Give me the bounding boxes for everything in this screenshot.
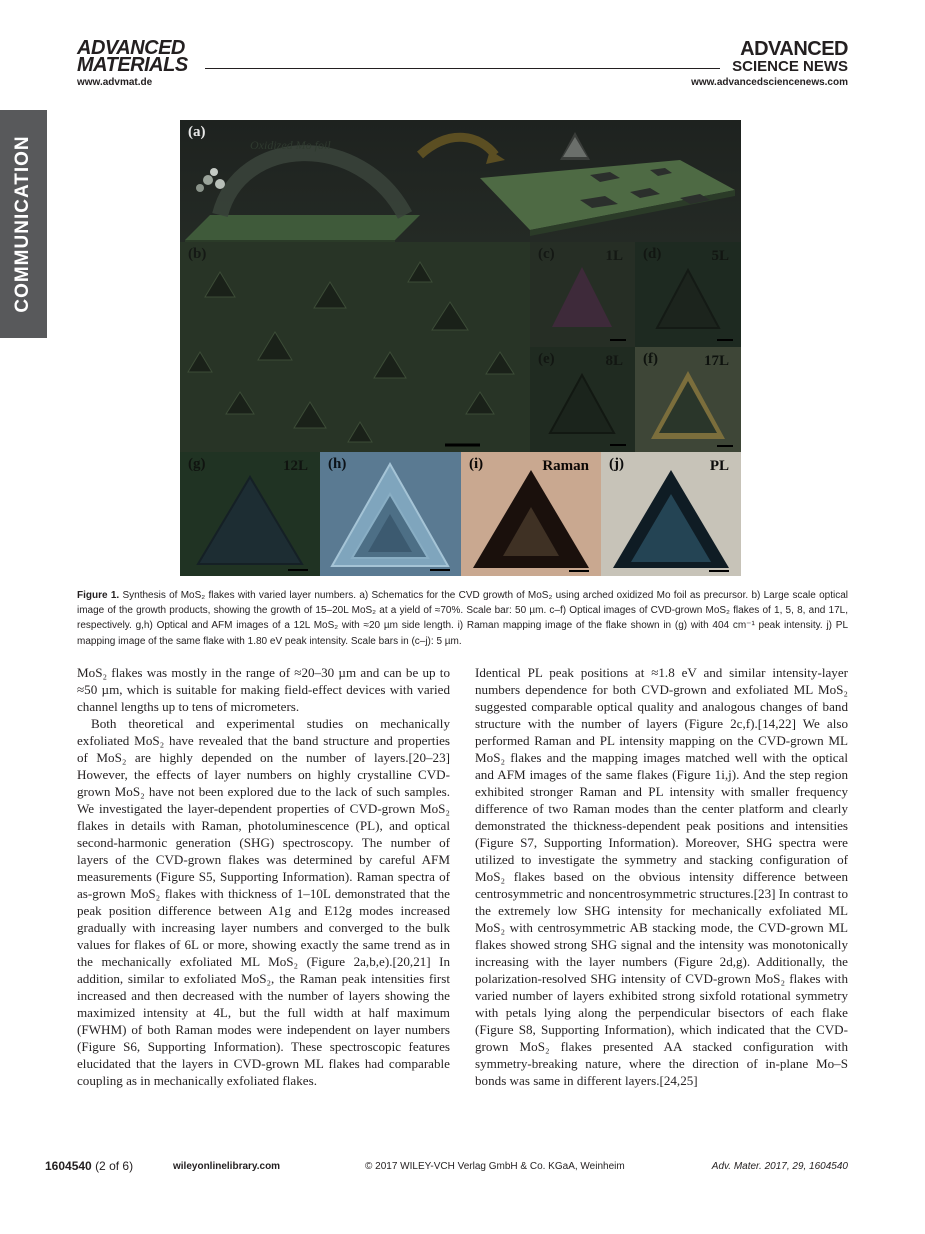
advanced-science-news-logo: ADVANCED SCIENCE NEWS xyxy=(732,38,848,75)
caption-label: Figure 1. xyxy=(77,590,120,601)
body-column-right xyxy=(475,664,848,1089)
panel-a-label: (a) xyxy=(188,124,206,140)
page-number: 1604540 (2 of 6) xyxy=(45,1159,134,1173)
news-url[interactable]: www.advancedsciencenews.com xyxy=(691,77,848,88)
header-rule xyxy=(205,68,720,69)
panel-j-mode: PL xyxy=(709,458,729,474)
copyright: © 2017 WILEY-VCH Verlag GmbH & Co. KGaA, Weinheim xyxy=(365,1161,625,1172)
panel-a xyxy=(180,120,741,242)
panel-j xyxy=(601,452,741,576)
panel-f-layers: 17L xyxy=(703,353,729,369)
large-scale-image xyxy=(180,242,530,452)
publisher-website[interactable]: wileyonlinelibrary.com xyxy=(173,1161,281,1172)
panel-c xyxy=(530,242,635,347)
journal-url[interactable]: www.advmat.de xyxy=(77,77,153,88)
panel-c-layers: 1L xyxy=(605,248,623,264)
panel-d-label: (d) xyxy=(643,246,662,262)
panel-e-label: (e) xyxy=(538,351,555,367)
panel-i-mode: Raman xyxy=(542,458,589,474)
paragraph: MoS₂ flakes was mostly in the range of ≈20–30 µm and can be up to ≈50 µm, which is suitable for making field-effect devices with varied channel lengths up to tens of micrometers. xyxy=(77,665,450,714)
panel-f xyxy=(635,347,741,452)
panel-f-label: (f) xyxy=(643,351,658,367)
page-footer xyxy=(0,1161,925,1177)
panel-j-label: (j) xyxy=(609,456,624,472)
panel-b xyxy=(180,242,530,452)
panel-e xyxy=(530,347,635,452)
figure-1 xyxy=(180,120,741,576)
panel-i xyxy=(461,452,601,576)
panel-i-label: (i) xyxy=(469,456,484,472)
panel-h-label: (h) xyxy=(328,456,347,472)
panel-g xyxy=(180,452,320,576)
panel-d xyxy=(635,242,741,347)
figure-caption xyxy=(77,588,848,649)
panel-e-layers: 8L xyxy=(605,353,623,369)
panel-g-label: (g) xyxy=(188,456,206,472)
mo-foil-label: Oxidized Mo foil xyxy=(250,138,331,152)
section-label: COMMUNICATION xyxy=(12,135,33,313)
paragraph: Both theoretical and experimental studies on mechanically exfoliated MoS₂ have revealed that the band structure and properties of MoS₂ are highly depended on the number of layers.[20–23] However, the effects of layer numbers on highly crystalline CVD-grown MoS₂ have not been explored due to the lack of such samples. We investigated the layer-dependent properties of CVD-grown MoS₂ flakes in details with Raman, photoluminescence (PL), and optical second-harmonic generation (SHG) spectroscopy. The number of layers of the CVD-grown flakes was determined by careful AFM measurements (Figure S5, Supporting Information). Raman spectra of as-grown MoS₂ flakes with thickness of 1–10L demonstrated that the peak position difference between A1g and E12g modes increased gradually with increasing layer numbers and converged to the bulk values for flakes of 6L or more, showing exactly the same trend as in the mechanically exfoliated ML MoS₂ (Figure 2a,b,e).[20,21] In addition, similar to exfoliated MoS₂, the Raman peak intensities first increased and then decreased with the number of layers showing the maximized intensity at 4L, but the full width at half maximum (FWHM) of both Raman modes were independent on layer numbers (Figure S6, Supporting Information). These spectroscopic features elucidated that the layers in CVD-grown ML flakes had comparable coupling as in mechanically exfoliated flakes. xyxy=(77,716,450,1088)
panel-b-label: (b) xyxy=(188,246,207,262)
panel-g-layers: 12L xyxy=(282,458,308,474)
advanced-materials-logo: ADVANCED MATERIALS xyxy=(77,37,188,76)
panel-c-label: (c) xyxy=(538,246,555,262)
panel-h xyxy=(320,452,461,576)
panel-d-layers: 5L xyxy=(711,248,729,264)
body-column-left xyxy=(77,664,450,1089)
caption-text: Synthesis of MoS₂ flakes with varied layer numbers. a) Schematics for the CVD growth of MoS₂ using arched oxidized Mo foil as precursor. b) Large scale optical image of the growth products, showing the growth of 15–20L MoS₂ at a yield of ≈70%. Scale bar: 50 µm. c–f) Optical images of CVD-grown MoS₂ flakes of 1, 5, 8, and 17L, respectively. g,h) Optical and AFM images of a 12L MoS₂ with ≈20 µm side length. i) Raman mapping image of the flake shown in (g) with 404 cm⁻¹ peak intensity. j) PL mapping image of the same flake with 1.80 eV peak intensity. Scale bars in (c–j): 5 µm. xyxy=(77,590,848,647)
section-sidebar xyxy=(0,110,47,338)
citation: Adv. Mater. 2017, 29, 1604540 xyxy=(711,1161,848,1172)
paragraph: Identical PL peak positions at ≈1.8 eV and similar intensity-layer numbers dependence for both CVD-grown and exfoliated ML MoS₂ suggested comparable optical quality and analogous changes of band structure with the number of layers (Figure 2c,f).[14,22] We also performed Raman and PL intensity mapping on the CVD-grown ML MoS₂ flakes and the mapping images matched well with the optical and AFM images of the same flakes (Figure 1i,j). And the step region exhibited stronger Raman and PL intensity with smaller frequency difference of two Raman modes than the center platform and clearly demonstrated the thickness-dependent peak positions and intensities (Figure S7, Supporting Information). Moreover, SHG spectra were utilized to investigate the symmetry and stacking configuration of MoS₂ flakes based on the obvious intensity difference between centrosymmetric and noncentrosymmetric structures.[23] In contrast to the extremely low SHG intensity for mechanically exfoliated ML MoS₂ with centrosymmetric AB stacking mode, the CVD-grown ML flakes showed strong SHG signal and the intensity was monotonically increasing with the layer numbers (Figure 2d,g). Additionally, the polarization-resolved SHG intensity of CVD-grown MoS₂ flakes with varied number of layers exhibited strong sixfold rotational symmetry with petals lying along the perpendicular bisectors of each flake (Figure S8, Supporting Information), which indicated that the CVD-grown MoS₂ flakes presented AA stacked configuration with symmetry-breaking nature, where the direction of in-plane Mo–S bonds was same in different layers.[24,25] xyxy=(475,665,848,1088)
